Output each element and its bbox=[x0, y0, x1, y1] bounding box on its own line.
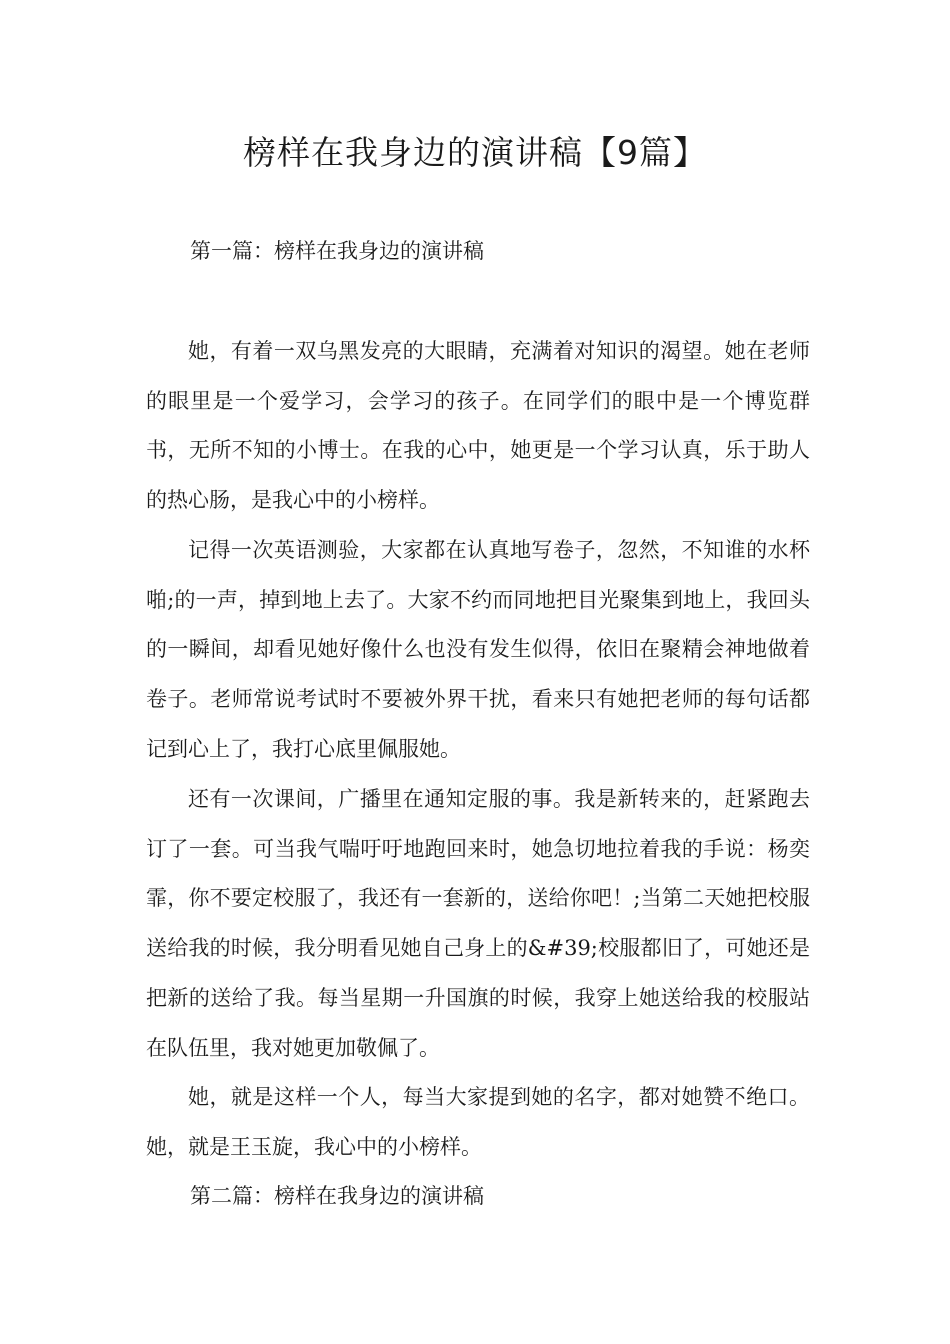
section-heading-1: 第一篇：榜样在我身边的演讲稿 bbox=[190, 239, 484, 263]
paragraph-4: 她，就是这样一个人，每当大家提到她的名字，都对她赞不绝口。她，就是王玉旋，我心中的小榜样。 bbox=[146, 1085, 810, 1159]
paragraph-2: 记得一次英语测验，大家都在认真地写卷子，忽然，不知谁的水杯啪;的一声，掉到地上去了。大家不约而同地把目光聚集到地上，我回头的一瞬间，却看见她好像什么也没有发生似得，依旧在聚精会神地做着卷子。老师常说考试时不要被外界干扰，看来只有她把老师的每句话都记到心上了，我打心底里佩服她。 bbox=[146, 538, 810, 761]
paragraph-1: 她，有着一双乌黑发亮的大眼睛，充满着对知识的渴望。她在老师的眼里是一个爱学习，会学习的孩子。在同学们的眼中是一个博览群书，无所不知的小博士。在我的心中，她更是一个学习认真，乐于助人的热心肠，是我心中的小榜样。 bbox=[146, 339, 810, 513]
paragraph-3: 还有一次课间，广播里在通知定服的事。我是新转来的，赶紧跑去订了一套。可当我气喘吁吁地跑回来时，她急切地拉着我的手说：杨奕霏，你不要定校服了，我还有一套新的，送给你吧！;当第二天她把校服送给我的时候，我分明看见她自己身上的&#39;校服都旧了，可她还是把新的送给了我。每当星期一升国旗的时候，我穿上她送给我的校服站在队伍里，我对她更加敬佩了。 bbox=[146, 787, 810, 1060]
document-title: 榜样在我身边的演讲稿【9篇】 bbox=[243, 133, 707, 172]
section-heading-2: 第二篇：榜样在我身边的演讲稿 bbox=[190, 1184, 484, 1208]
